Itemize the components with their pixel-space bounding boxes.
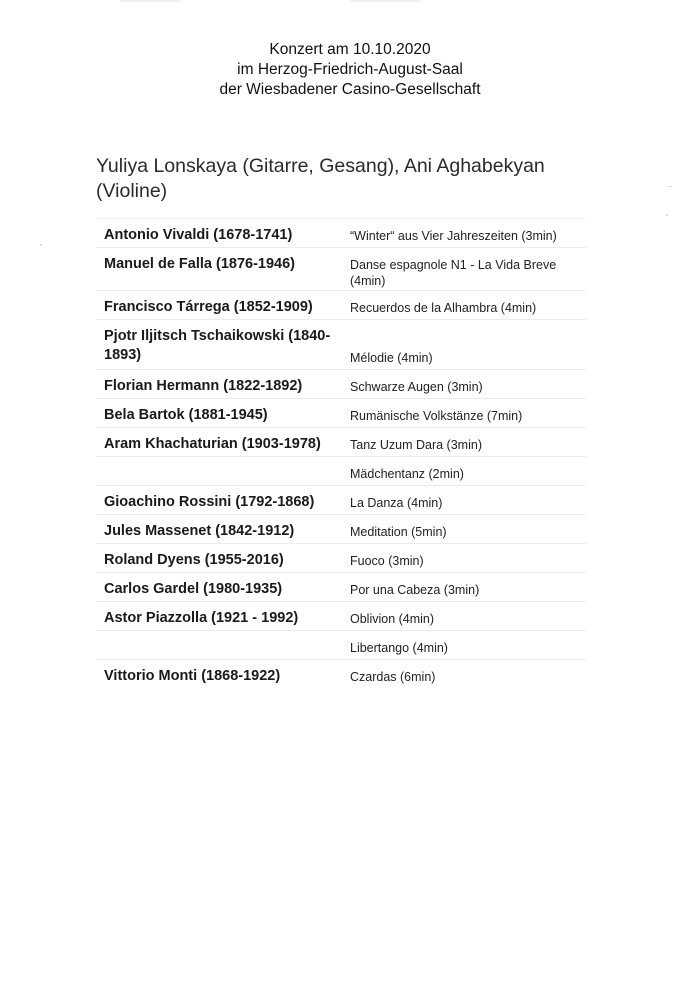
program-table [96,218,586,688]
composer: Jules Massenet (1842-1912) [104,523,295,539]
table-row [96,543,586,572]
composer: Francisco Tárrega (1852-1909) [104,299,313,315]
work: Libertango (4min) [350,641,448,655]
table-row [96,572,586,601]
work: Danse espagnole N1 - La Vida Breve (4min) [350,258,557,288]
composer: Aram Khachaturian (1903-1978) [104,436,321,452]
work: Tanz Uzum Dara (3min) [350,438,482,452]
work: Meditation (5min) [350,525,447,539]
table-row [96,659,586,688]
scan-speck [668,186,672,187]
header-line-2: im Herzog-Friedrich-August-Saal [237,61,463,78]
work: La Danza (4min) [350,496,443,510]
table-row [96,369,586,398]
work: Fuoco (3min) [350,554,424,568]
table-row [96,456,586,485]
concert-header [0,40,700,100]
table-row [96,247,586,290]
composer: Antonio Vivaldi (1678-1741) [104,227,293,243]
scan-speck [40,244,42,246]
composer: Vittorio Monti (1868-1922) [104,668,281,684]
work: Schwarze Augen (3min) [350,380,483,394]
work: “Winter“ aus Vier Jahreszeiten (3min) [350,229,557,243]
work: Recuerdos de la Alhambra (4min) [350,301,537,315]
table-row [96,514,586,543]
table-row [96,398,586,427]
work: Mädchentanz (2min) [350,467,464,481]
table-row [96,630,586,659]
composer: Carlos Gardel (1980-1935) [104,581,283,597]
work: Czardas (6min) [350,670,436,684]
work: Por una Cabeza (3min) [350,583,480,597]
table-row [96,485,586,514]
composer: Astor Piazzolla (1921 - 1992) [104,610,299,626]
header-line-1: Konzert am 10.10.2020 [269,41,431,58]
table-row [96,319,586,369]
scan-mark [120,0,180,2]
performers: Yuliya Lonskaya (Gitarre, Gesang), Ani Aghabekyan (Violine) [96,155,545,202]
composer: Roland Dyens (1955-2016) [104,552,284,568]
composer: Manuel de Falla (1876-1946) [104,256,295,272]
work: Mélodie (4min) [350,351,433,365]
table-row [96,290,586,319]
composer: Gioachino Rossini (1792-1868) [104,494,315,510]
scan-speck [666,214,668,216]
work: Oblivion (4min) [350,612,435,626]
work: Rumänische Volkstänze (7min) [350,409,523,423]
composer: Bela Bartok (1881-1945) [104,407,268,423]
header-line-3: der Wiesbadener Casino-Gesellschaft [219,81,481,98]
composer: Pjotr Iljitsch Tschaikowski (1840-1893) [104,328,331,363]
scan-mark [350,0,420,2]
composer: Florian Hermann (1822-1892) [104,378,303,394]
table-row [96,601,586,630]
table-row [96,427,586,456]
table-row [96,218,586,247]
